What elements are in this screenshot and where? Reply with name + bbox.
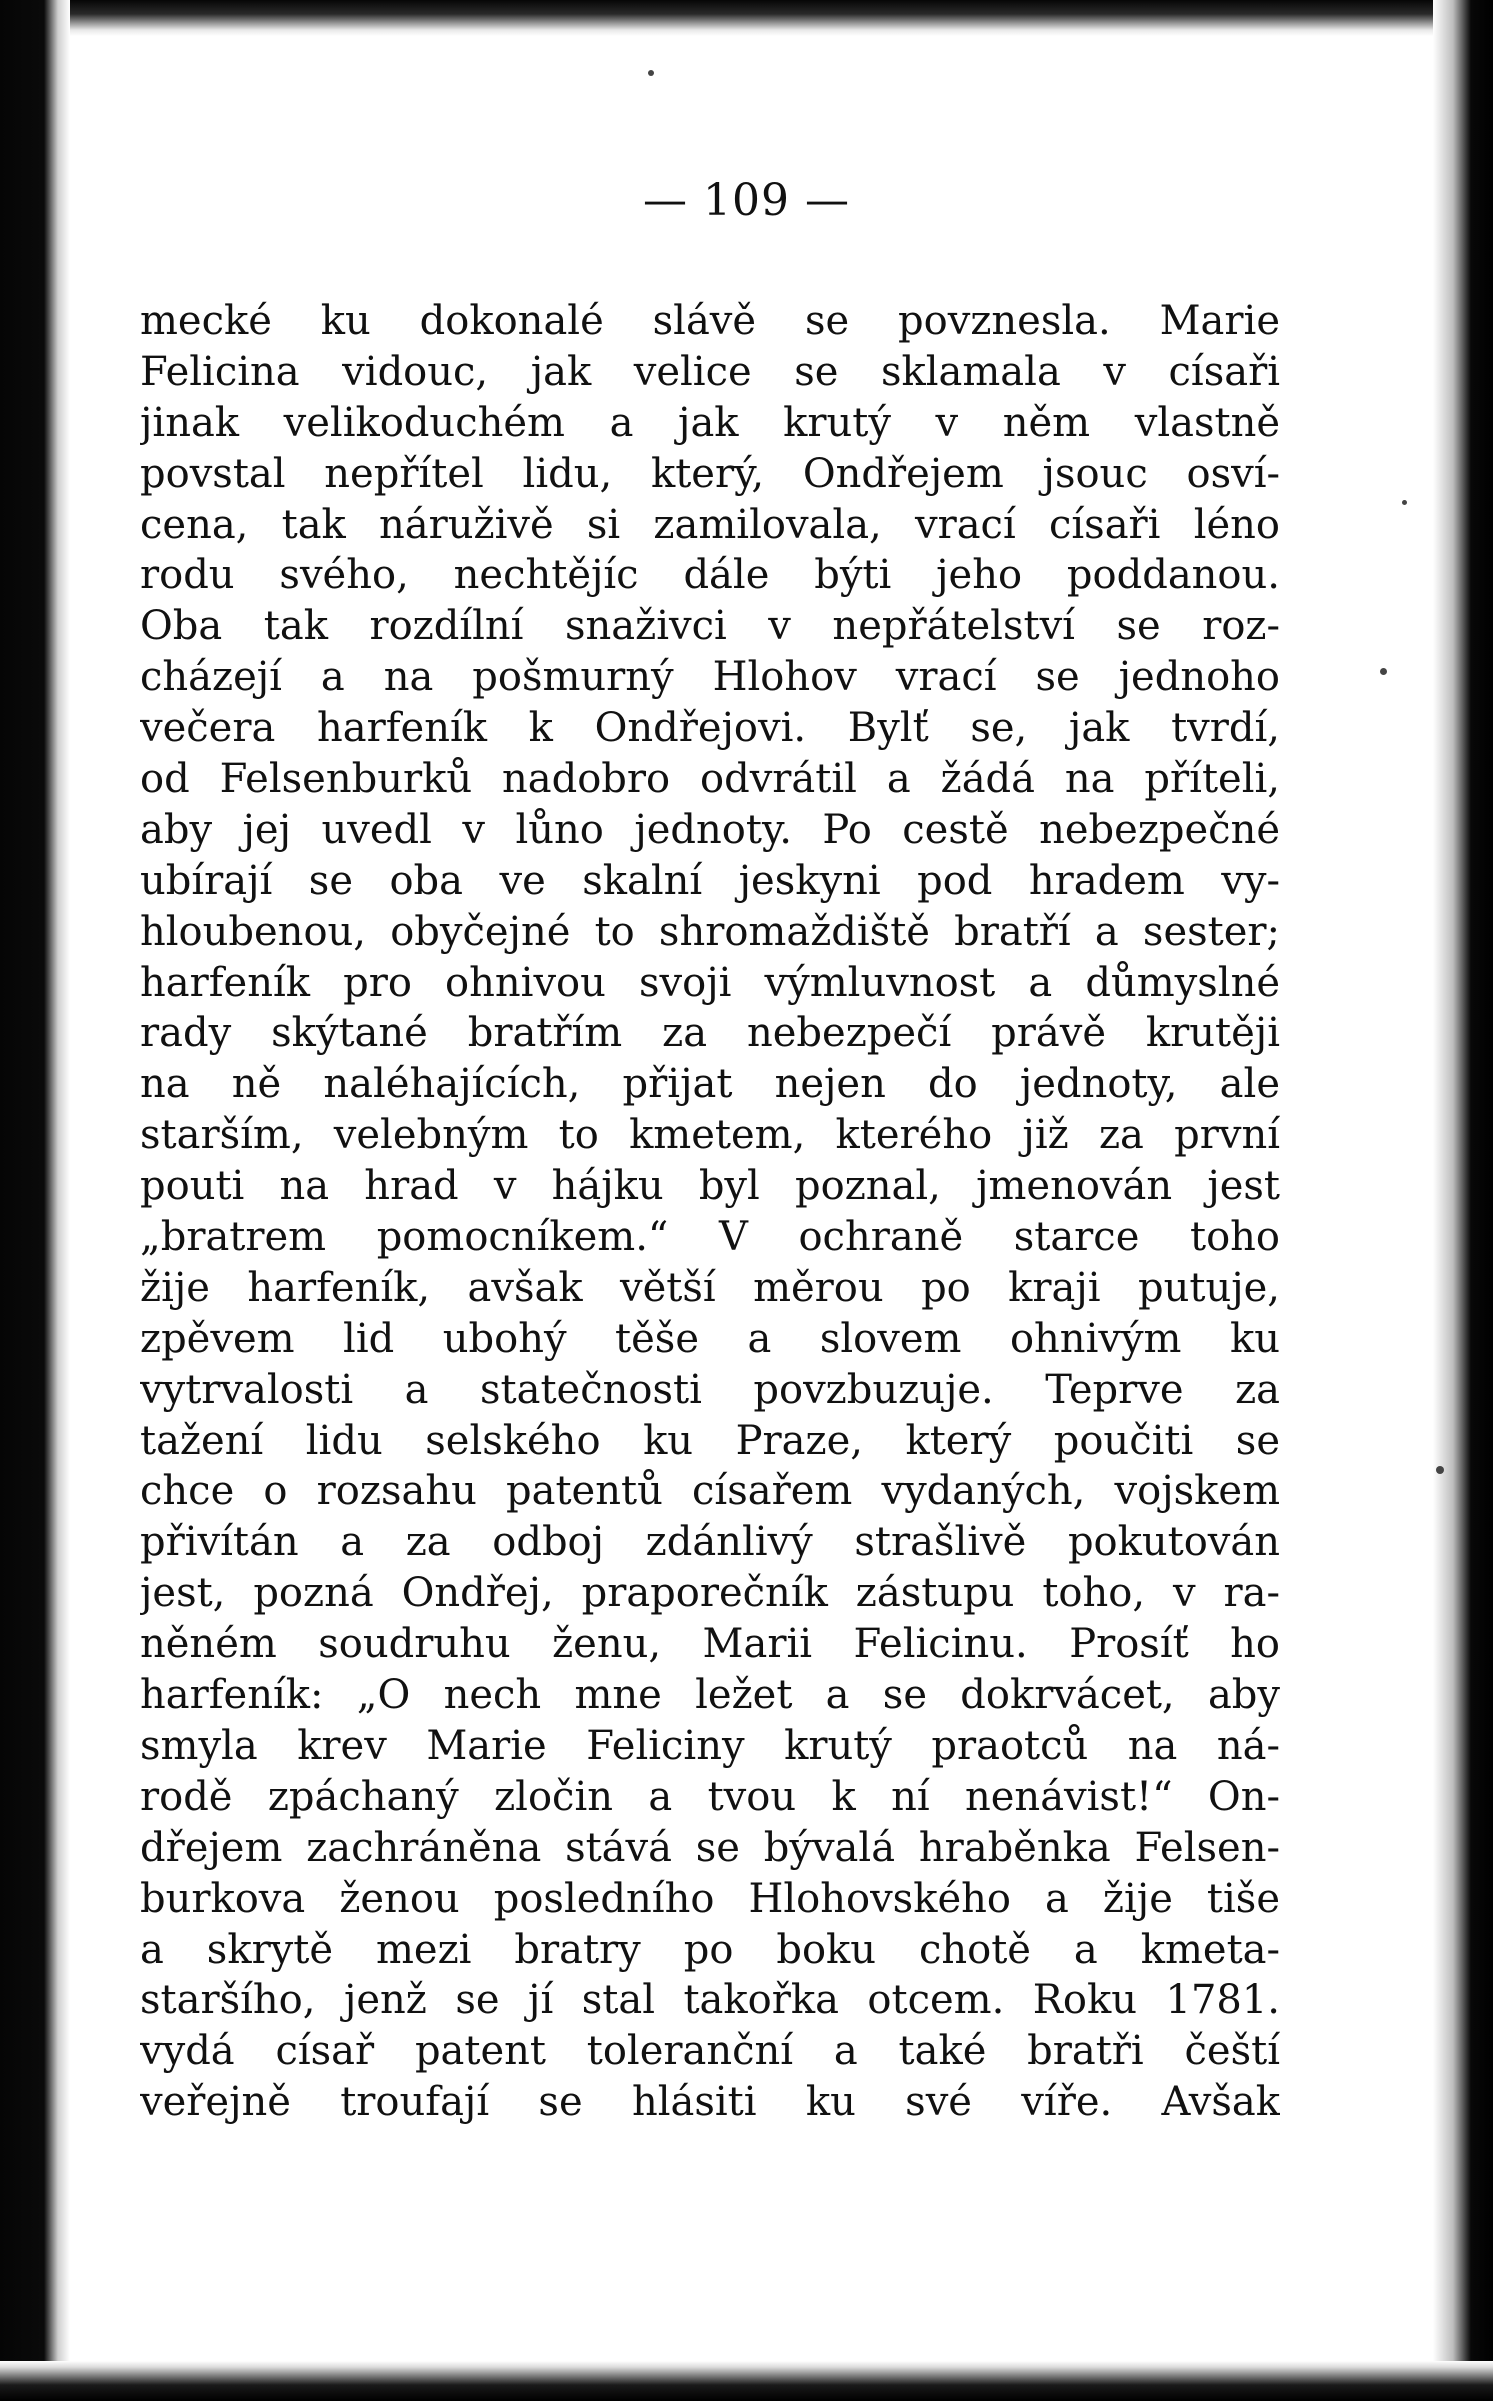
text-line: a skrytě mezi bratry po boku chotě a kmeta- bbox=[140, 1926, 1280, 1973]
text-line: přivítán a za odboj zdánlivý strašlivě pokutován bbox=[140, 1519, 1280, 1566]
text-line: od Felsenburků nadobro odvrátil a žádá na příteli, bbox=[140, 756, 1280, 803]
text-line: ubírají se oba ve skalní jeskyni pod hradem vy- bbox=[140, 857, 1280, 904]
text-line: jinak velikoduchém a jak krutý v něm vlastně bbox=[140, 399, 1280, 446]
text-line: dřejem zachráněna stává se bývalá hraběnka Felsen- bbox=[140, 1824, 1280, 1871]
text-line: vytrvalosti a statečnosti povzbuzuje. Teprve za bbox=[140, 1366, 1280, 1413]
text-line: rodu svého, nechtějíc dále býti jeho poddanou. bbox=[140, 552, 1280, 599]
text-line: tažení lidu selského ku Praze, který poučiti se bbox=[140, 1417, 1280, 1464]
page-number: — 109 — bbox=[643, 175, 850, 226]
text-line: starším, velebným to kmetem, kterého již za první bbox=[140, 1112, 1280, 1159]
text-line: harfeník: „O nech mne ležet a se dokrvácet, aby bbox=[140, 1672, 1280, 1719]
body-text bbox=[140, 296, 1280, 2128]
page-right-shadow bbox=[1433, 0, 1493, 2401]
text-line: chce o rozsahu patentů císařem vydaných, vojskem bbox=[140, 1468, 1280, 1515]
text-line: veřejně troufají se hlásiti ku své víře. Avšak bbox=[140, 2079, 1280, 2126]
text-line: cházejí a na pošmurný Hlohov vrací se jednoho bbox=[140, 654, 1280, 701]
page-binding-shadow bbox=[0, 0, 70, 2401]
text-line: zpěvem lid ubohý těše a slovem ohnivým ku bbox=[140, 1315, 1280, 1362]
text-line: Oba tak rozdílní snaživci v nepřátelství se roz- bbox=[140, 603, 1280, 650]
text-line: večera harfeník k Ondřejovi. Bylť se, jak tvrdí, bbox=[140, 705, 1280, 752]
dust-speck bbox=[1402, 500, 1407, 505]
dust-speck bbox=[1436, 1466, 1444, 1474]
text-line: hloubenou, obyčejné to shromaždiště bratří a sester; bbox=[140, 908, 1280, 955]
page-bottom-shadow bbox=[0, 2361, 1493, 2401]
text-line: vydá císař patent toleranční a také bratři čeští bbox=[140, 2028, 1280, 2075]
text-line: Felicina vidouc, jak velice se sklamala v císaři bbox=[140, 348, 1280, 395]
text-line: žije harfeník, avšak větší měrou po kraji putuje, bbox=[140, 1264, 1280, 1311]
text-line: na ně naléhajících, přijat nejen do jednoty, ale bbox=[140, 1061, 1280, 1108]
text-line: rodě zpáchaný zločin a tvou k ní nenávist!“ On- bbox=[140, 1773, 1280, 1820]
text-line: burkova ženou posledního Hlohovského a žije tiše bbox=[140, 1875, 1280, 1922]
text-line: smyla krev Marie Feliciny krutý praotců na ná- bbox=[140, 1722, 1280, 1769]
text-line: rady skýtané bratřím za nebezpečí právě krutěji bbox=[140, 1010, 1280, 1057]
text-line: povstal nepřítel lidu, který, Ondřejem jsouc osví- bbox=[140, 450, 1280, 497]
dust-speck bbox=[648, 70, 654, 76]
text-line: mecké ku dokonalé slávě se povznesla. Marie bbox=[140, 298, 1280, 344]
dust-speck bbox=[1380, 668, 1387, 675]
text-line: aby jej uvedl v lůno jednoty. Po cestě nebezpečné bbox=[140, 806, 1280, 853]
text-line: jest, pozná Ondřej, praporečník zástupu toho, v ra- bbox=[140, 1570, 1280, 1617]
text-line: cena, tak náruživě si zamilovala, vrací císaři léno bbox=[140, 501, 1280, 548]
text-line: staršího, jenž se jí stal takořka otcem. Roku 1781. bbox=[140, 1977, 1280, 2024]
text-line: něném soudruhu ženu, Marii Felicinu. Prosíť ho bbox=[140, 1621, 1280, 1668]
page-top-shadow bbox=[0, 0, 1493, 36]
text-line: „bratrem pomocníkem.“ V ochraně starce toho bbox=[140, 1214, 1280, 1261]
text-line: pouti na hrad v hájku byl poznal, jmenován jest bbox=[140, 1163, 1280, 1210]
text-line: harfeník pro ohnivou svoji výmluvnost a důmyslné bbox=[140, 959, 1280, 1006]
